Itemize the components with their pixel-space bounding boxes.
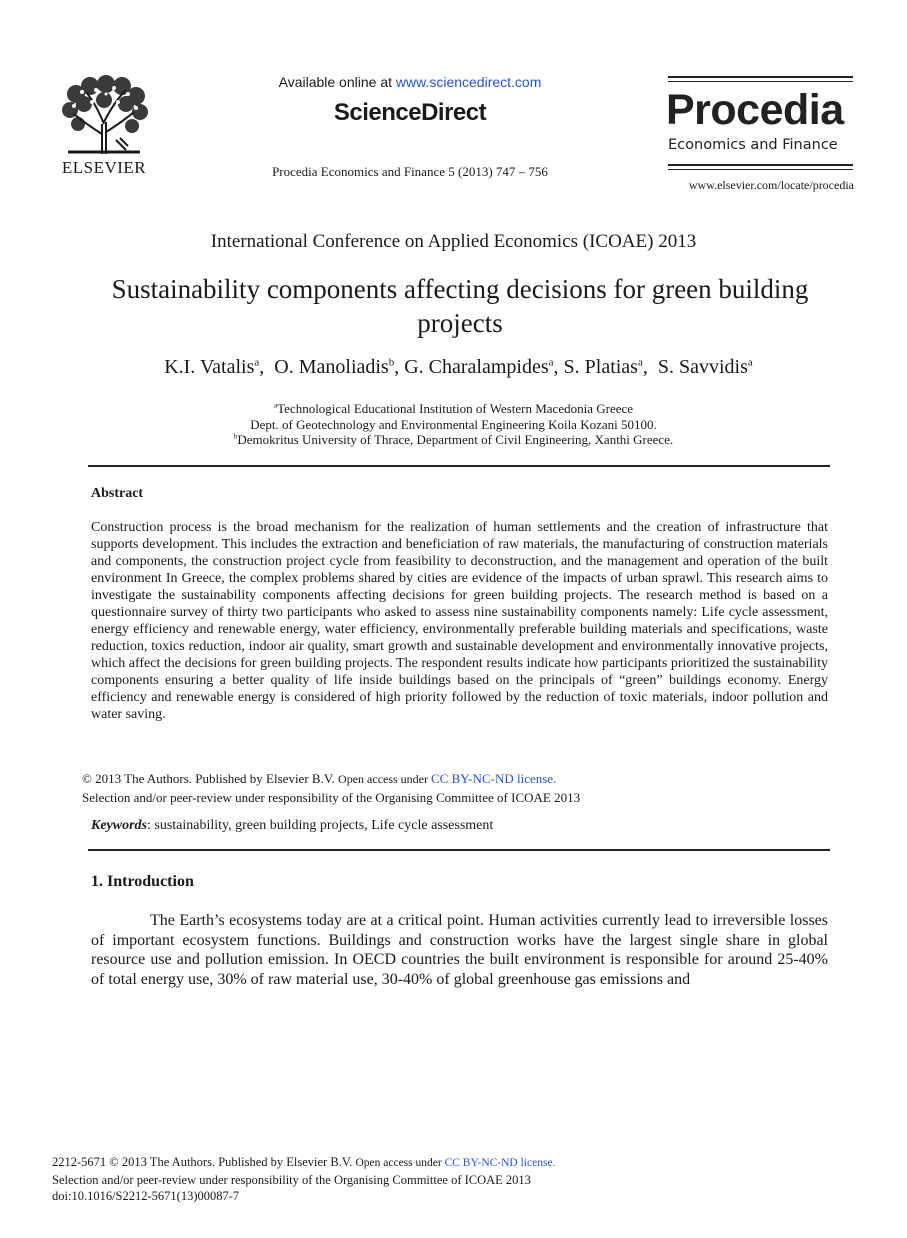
procedia-rule-bottom bbox=[668, 164, 853, 166]
affiliation-text: Demokritus University of Thrace, Department of Civil Engineering, Xanthi Greece. bbox=[237, 432, 674, 447]
journal-reference: Procedia Economics and Finance 5 (2013) 747 – 756 bbox=[272, 164, 548, 179]
affiliation-line bbox=[0, 417, 907, 433]
author-affil-mark: b bbox=[388, 356, 395, 369]
section-heading: 1. Introduction bbox=[91, 873, 194, 890]
footer-doi: doi:10.1016/S2212-5671(13)00087-7 bbox=[52, 1189, 240, 1203]
publisher-logo-text: ELSEVIER bbox=[61, 158, 147, 177]
conference-name: International Conference on Applied Economics (ICOAE) 2013 bbox=[210, 231, 697, 252]
author-affil-mark: a bbox=[637, 356, 643, 369]
available-online-prefix: Available online at bbox=[278, 74, 396, 90]
paper-title: Sustainability components affecting decisions for green building projects bbox=[111, 274, 809, 338]
keywords-label: Keywords bbox=[91, 818, 147, 833]
abstract-heading: Abstract bbox=[91, 486, 144, 501]
procedia-rule-top-thin bbox=[668, 81, 853, 82]
footer-peer-review: Selection and/or peer-review under responsibility of the Organising Committee of ICOAE 2013 bbox=[52, 1172, 531, 1187]
copyright-block bbox=[82, 770, 822, 806]
author-name: G. Charalampides bbox=[404, 356, 549, 378]
page-footer bbox=[52, 1154, 812, 1205]
affiliation-text: Technological Educational Institution of Western Macedonia Greece bbox=[277, 401, 634, 416]
journal-brand-title: Procedia bbox=[666, 86, 844, 134]
keywords-text: : sustainability, green building projects, Life cycle assessment bbox=[147, 818, 494, 833]
author-name: S. Savvidis bbox=[657, 356, 748, 378]
available-online-line bbox=[200, 74, 620, 90]
license-link[interactable]: CC BY-NC-ND license. bbox=[431, 771, 557, 786]
affiliation-line bbox=[0, 401, 907, 417]
author-affil-mark: a bbox=[548, 356, 554, 369]
procedia-rule-top bbox=[668, 76, 853, 78]
footer-copyright: 2212-5671 © 2013 The Authors. Published by Elsevier B.V. bbox=[52, 1155, 356, 1169]
abstract-body: Construction process is the broad mechanism for the realization of human settlements and the creation of infrastructure that supports development. This includes the extraction and beneficiation of raw materials, the manufacturing of construction materials and components, the construction project cycle from feasibility to deconstruction, and the management and operation of the built environment In Greece, the complex problems shared by cities are evidence of the impacts of urban sprawl. This research aims to investigate the sustainability components affecting decisions for green building projects. The research method is based on a questionnaire survey of thirty two participants who asked to assess nine sustainability components namely: Life cycle assessment, energy efficiency and renewable energy, water efficiency, environmentally preferable building materials and specifications, waste reduction, toxics reduction, indoor air quality, smart growth and sustainable development and environmentally innovative projects, which affect the decisions for green building projects. The respondent results indicate how participants prioritized the sustainability components ensuring a better quality of life inside buildings based on the principals of “green” buildings economy. Energy efficiency and renewable energy is considered of high priority followed by the reduction of toxic materials, indoor pollution and water saving. bbox=[91, 520, 828, 722]
author-affil-mark: a bbox=[747, 356, 753, 369]
peer-review-statement: Selection and/or peer-review under responsibility of the Organising Committee of ICOAE 2013 bbox=[82, 789, 581, 805]
divider-bottom bbox=[88, 849, 830, 851]
author-list: K.I. Vatalis$^a$, O. Manoliadis$^b$, G. Charalampides$^a$, S. Platias$^a$, S. Savvidis$^a$ bbox=[164, 356, 753, 378]
procedia-rule-bottom-thin bbox=[668, 169, 853, 170]
open-access-text: Open access under bbox=[338, 772, 432, 786]
introduction-body: The Earth’s ecosystems today are at a critical point. Human activities currently lead to irreversible losses of important ecosystem functions. Buildings and construction works have the largest single share in global resource use and pollution emission. In OECD countries the built environment is responsible for around 25-40% of total energy use, 30% of raw material use, 30-40% of global greenhouse gas emissions and bbox=[91, 912, 828, 988]
author-affil-mark: a bbox=[254, 356, 260, 369]
divider-top bbox=[88, 465, 830, 467]
footer-license-link[interactable]: CC BY-NC-ND license. bbox=[444, 1157, 556, 1169]
journal-url-link[interactable]: www.elsevier.com/locate/procedia bbox=[688, 178, 854, 192]
sciencedirect-link[interactable]: www.sciencedirect.com bbox=[395, 74, 542, 90]
keywords-line bbox=[91, 818, 831, 834]
footer-open-access: Open access under bbox=[355, 1157, 445, 1169]
author-name: O. Manoliadis bbox=[274, 356, 389, 378]
affiliation-mark: a bbox=[273, 401, 278, 410]
author-name: S. Platias bbox=[563, 356, 638, 378]
copyright-text: © 2013 The Authors. Published by Elsevier B.V. bbox=[82, 771, 339, 786]
author-name: K.I. Vatalis bbox=[164, 356, 255, 378]
journal-brand-subtitle: Economics and Finance bbox=[668, 137, 838, 153]
platform-name: ScienceDirect bbox=[333, 99, 487, 126]
affiliation-mark: b bbox=[233, 432, 238, 441]
affiliation-line bbox=[0, 432, 907, 448]
affiliation-text: Dept. of Geotechnology and Environmental Engineering Koila Kozani 50100. bbox=[250, 417, 657, 432]
